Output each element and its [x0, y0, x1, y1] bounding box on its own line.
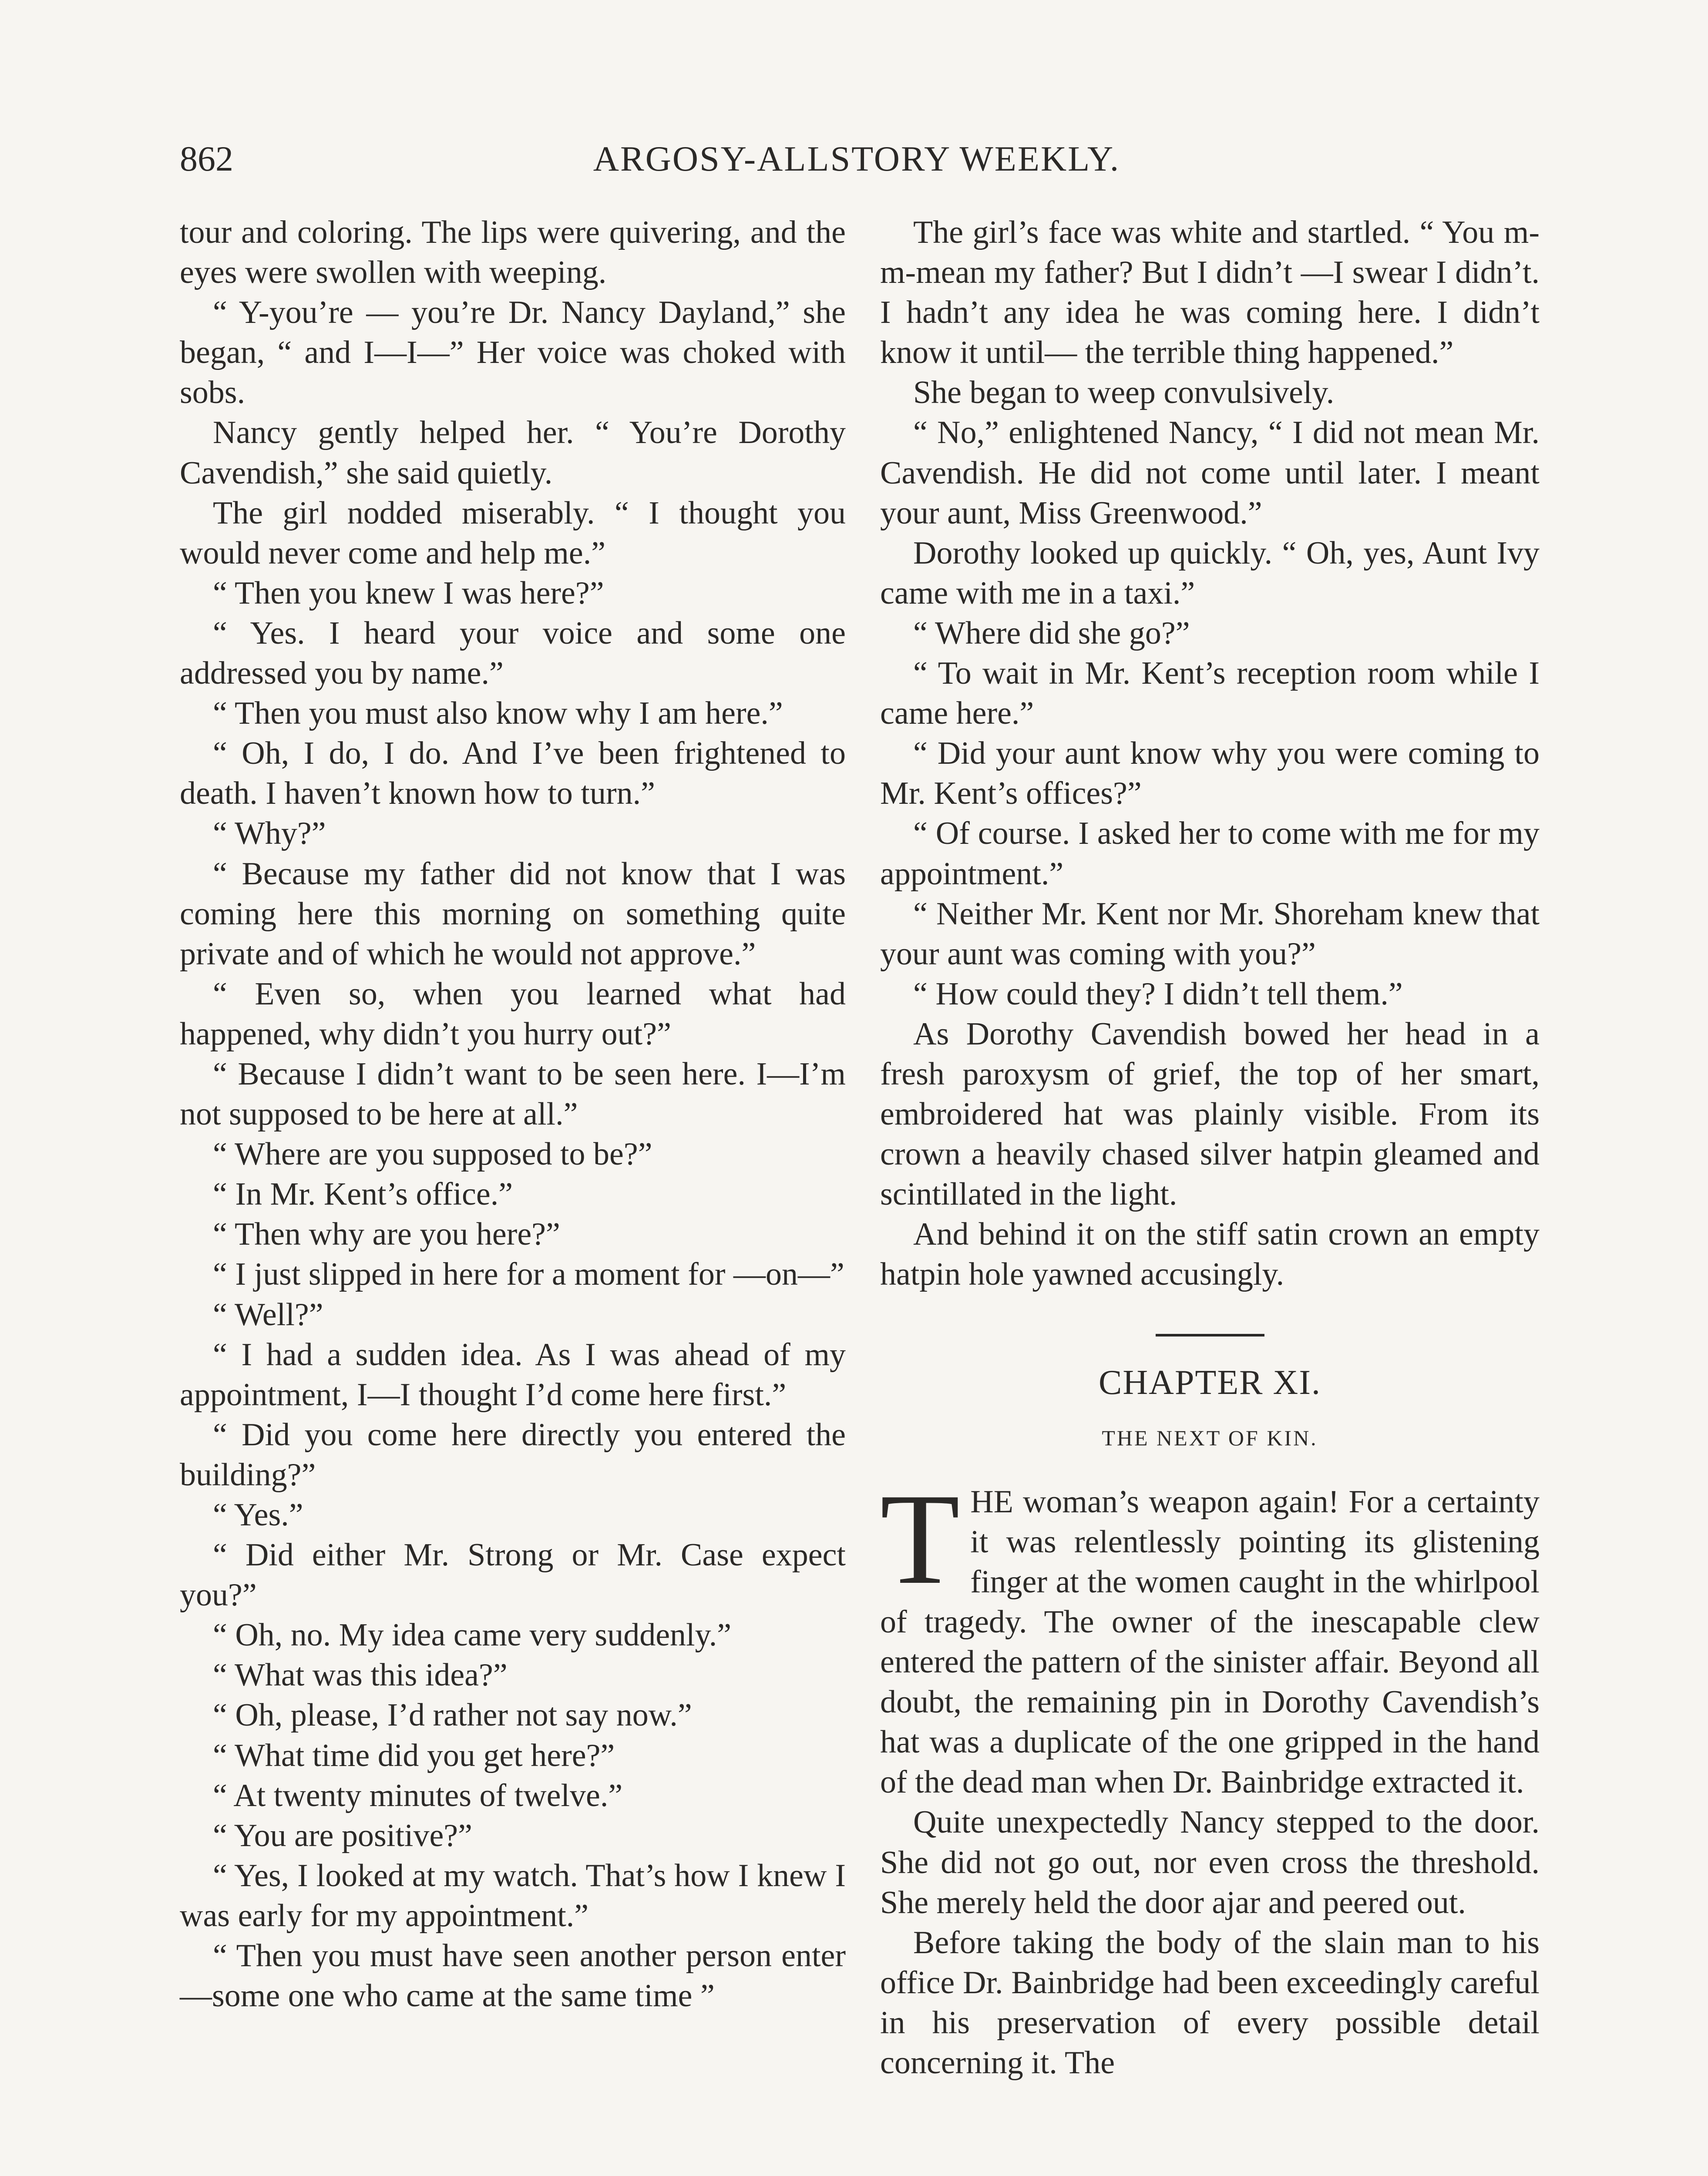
paragraph: “ Oh, I do, I do. And I’ve been frightened to death. I haven’t known how to turn.” [180, 735, 846, 812]
paragraph: “ How could they? I didn’t tell them.” [913, 976, 1403, 1012]
paragraph: “ Then why are you here?” [213, 1216, 560, 1253]
paragraph: “ I had a sudden idea. As I was ahead of my appointment, I—I thought I’d come here first.” [180, 1336, 846, 1413]
paragraph: “ To wait in Mr. Kent’s reception room while I came here.” [880, 655, 1540, 732]
paragraph: “ Yes, I looked at my watch. That’s how I knew I was early for my appointment.” [180, 1857, 846, 1934]
chapter-opening-paragraph [880, 1466, 1540, 1803]
page-number: 862 [180, 139, 233, 178]
paragraph: “ Where are you supposed to be?” [213, 1136, 652, 1172]
paragraph: The girl nodded miserably. “ I thought you would never come and help me.” [180, 495, 846, 571]
chapter-title: CHAPTER XI. [1099, 1363, 1321, 1402]
paragraph: “ Then you must have seen another person enter—some one who came at the same time ” [180, 1938, 846, 2014]
paragraph: “ At twenty minutes of twelve.” [213, 1777, 623, 1813]
paragraph: Nancy gently helped her. “ You’re Dorothy Cavendish,” she said quietly. [180, 415, 846, 491]
paragraph: “ Because I didn’t want to be seen here. I—I’m not supposed to be here at all.” [180, 1056, 846, 1132]
paragraph: “ Did either Mr. Strong or Mr. Case expect you?” [180, 1537, 846, 1613]
paragraph: tour and coloring. The lips were quivering, and the eyes were swollen with weeping. [180, 215, 846, 291]
paragraph: “ What time did you get here?” [213, 1737, 615, 1773]
paragraph: Before taking the body of the slain man to his office Dr. Bainbridge had been exceedingly careful in his preservation of every possible detail concerning it. The [880, 1924, 1540, 2081]
paragraph: “ Even so, when you learned what had happened, why didn’t you hurry out?” [180, 976, 846, 1052]
paragraph: “ Did you come here directly you entered the building?” [180, 1417, 846, 1493]
paragraph: “ What was this idea?” [213, 1657, 508, 1693]
paragraph: “ Why?” [213, 816, 326, 852]
paragraph: As Dorothy Cavendish bowed her head in a fresh paroxysm of grief, the top of her smart, embroidered hat was plainly visible. From its crown a heavily chased silver hatpin gleamed and scintillated in the light. [880, 1016, 1540, 1212]
paragraph: Quite unexpectedly Nancy stepped to the door. She did not go out, nor even cross the threshold. She merely held the door ajar and peered out. [880, 1804, 1540, 1921]
drop-cap: T [880, 1466, 960, 1611]
paragraph: She began to weep convulsively. [913, 375, 1335, 411]
section-divider [1156, 1334, 1264, 1336]
paragraph: “ Yes.” [213, 1497, 303, 1533]
paragraph: “ I just slipped in here for a moment for —on—” [213, 1256, 844, 1293]
paragraph: “ Where did she go?” [913, 615, 1190, 651]
page-header [180, 138, 1533, 191]
paragraph: “ You are positive?” [213, 1817, 472, 1854]
paragraph: “ Well?” [213, 1296, 323, 1333]
paragraph: “ Then you must also know why I am here.” [213, 695, 783, 732]
paragraph: “ Then you knew I was here?” [213, 575, 604, 611]
chapter-subtitle: THE NEXT OF KIN. [1102, 1425, 1318, 1450]
paragraph: “ Neither Mr. Kent nor Mr. Shoreham knew that your aunt was coming with you?” [880, 896, 1540, 972]
paragraph: “ Did your aunt know why you were coming to Mr. Kent’s offices?” [880, 735, 1540, 812]
paragraph: The girl’s face was white and startled. “ You m-m-mean my father? But I didn’t —I swear I didn’t. I hadn’t any idea he was coming here. I didn’t know it until— the terrible thing happened.” [880, 215, 1540, 371]
running-title: ARGOSY-ALLSTORY WEEKLY. [593, 139, 1120, 178]
paragraph: Dorothy looked up quickly. “ Oh, yes, Aunt Ivy came with me in a taxi.” [880, 535, 1540, 611]
paragraph: And behind it on the stiff satin crown an empty hatpin hole yawned accusingly. [880, 1216, 1540, 1293]
paragraph: “ Y-you’re — you’re Dr. Nancy Dayland,” she began, “ and I—I—” Her voice was choked with sobs. [180, 295, 846, 411]
paragraph: “ Of course. I asked her to come with me for my appointment.” [880, 816, 1540, 892]
paragraph: “ Yes. I heard your voice and some one addressed you by name.” [180, 615, 846, 692]
chapter-opening-text: HE woman’s weapon again! For a certainty it was relentlessly pointing its glistening finger at the women caught in the whirlpool of tragedy. The owner of the inescapable clew entered the pattern of the sinister affair. Beyond all doubt, the remaining pin in Dorothy Cavendish’s hat was a duplicate of the one gripped in the hand of the dead man when Dr. Bainbridge extracted it. [880, 1484, 1540, 1800]
paragraph: “ Oh, please, I’d rather not say now.” [213, 1697, 692, 1733]
paragraph: “ In Mr. Kent’s office.” [213, 1176, 513, 1212]
left-column [180, 212, 846, 2016]
paragraph: “ Oh, no. My idea came very suddenly.” [213, 1617, 732, 1653]
paragraph: “ Because my father did not know that I was coming here this morning on something quite private and of which he would not approve.” [180, 856, 846, 972]
right-column [880, 212, 1540, 2083]
paragraph: “ No,” enlightened Nancy, “ I did not mean Mr. Cavendish. He did not come until later. I meant your aunt, Miss Greenwood.” [880, 415, 1540, 531]
